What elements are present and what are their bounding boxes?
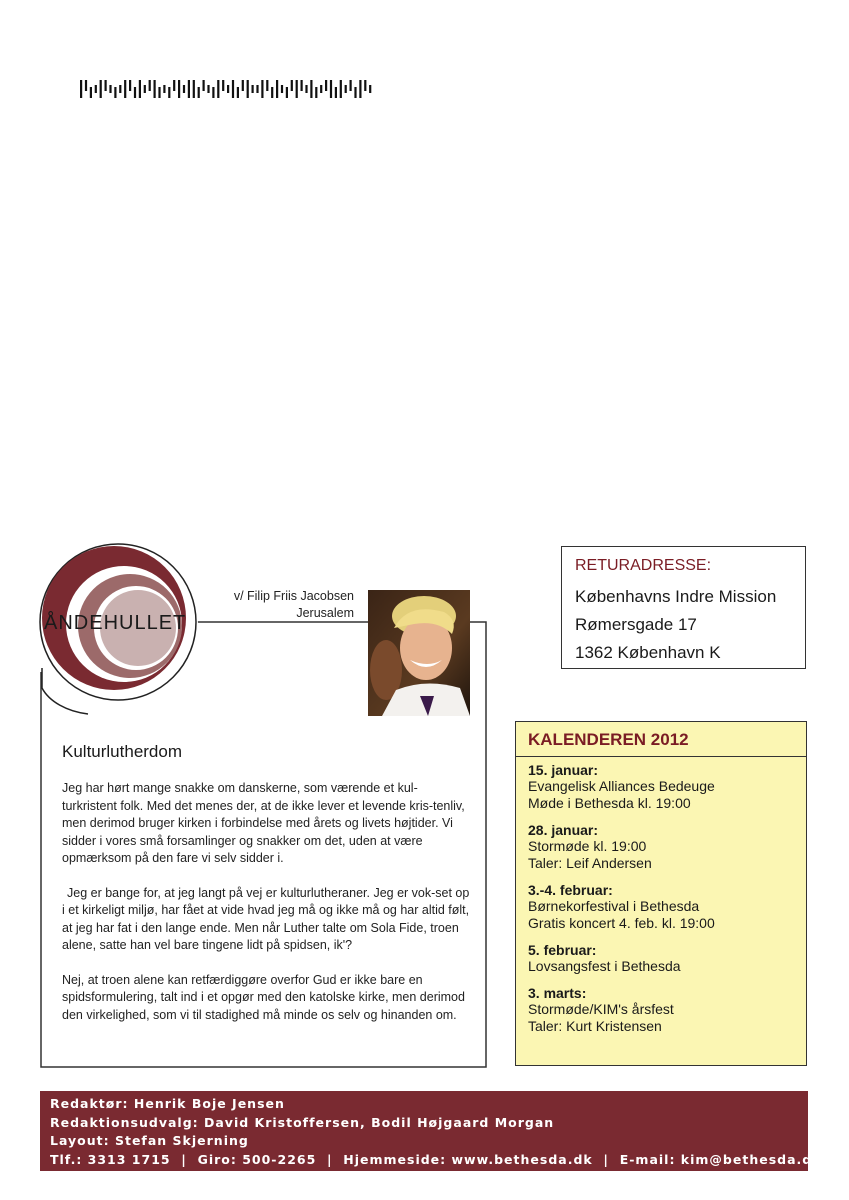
event-line: Børnekorfestival i Bethesda bbox=[528, 898, 700, 914]
event-line: Lovsangsfest i Bethesda bbox=[528, 958, 681, 974]
footer-contact: Tlf.: 3313 1715 | Giro: 500-2265 | Hjemmeside: www.bethesda.dk | E-mail: kim@bethesda.dk bbox=[50, 1151, 822, 1167]
event-line: Taler: Leif Andersen bbox=[528, 855, 652, 871]
return-address-heading: RETURADRESSE: bbox=[575, 557, 712, 574]
article-paragraph: Nej, at troen alene kan retfærdiggøre overfor Gud er ikke bare en spidsformulering, talt ind i et opgør med den katolske kirke, men derimod den virkelighed, som vi til stadighed må minde os selv og hinanden om. bbox=[62, 972, 465, 1022]
footer-editor: Redaktør: Henrik Boje Jensen bbox=[50, 1096, 285, 1111]
footer-committee: Redaktionsudvalg: David Kristoffersen, Bodil Højgaard Morgan bbox=[50, 1114, 555, 1130]
event-date: 28. januar: bbox=[528, 822, 599, 838]
calendar-title: KALENDEREN 2012 bbox=[528, 730, 689, 749]
footer-layout: Layout: Stefan Skjerning bbox=[50, 1133, 249, 1148]
event-line: Evangelisk Alliances Bedeuge bbox=[528, 778, 715, 794]
event-date: 15. januar: bbox=[528, 762, 599, 778]
calendar-header bbox=[516, 722, 806, 757]
return-address-box bbox=[561, 546, 806, 669]
byline bbox=[190, 588, 354, 622]
article bbox=[62, 742, 472, 1041]
byline-place: Jerusalem bbox=[296, 606, 354, 620]
event-date: 3.-4. februar: bbox=[528, 882, 613, 898]
event-line: Stormøde/KIM's årsfest bbox=[528, 1001, 674, 1017]
article-paragraph: Jeg har hørt mange snakke om danskerne, som værende et kul-turkristent folk. Med det menes der, at de ikke lever et levende kris-tenliv, men derimod bruger kirken i forbindelse med årets og livets højtider. Vi sidder i vores små forsamlinger og snakker om det, uden at være opmærksom på den fare vi selv sidder i. bbox=[62, 781, 465, 865]
article-paragraph: Jeg er bange for, at jeg langt på vej er kulturlutheraner. Jeg er vok-set op i et kirkeligt miljø, har fået at vide hvad jeg må og ikke må og har altid følt, at jeg har fat i den lange ende. Men når Luther talte om Sola Fide, troen alene, satte han vel bare tingene lidt på spidsen, ik'? bbox=[62, 885, 470, 952]
event-line: Gratis koncert 4. feb. kl. 19:00 bbox=[528, 915, 715, 931]
event-date: 3. marts: bbox=[528, 985, 587, 1001]
article-title: Kulturlutherdom bbox=[62, 742, 183, 761]
logo-title: ÅNDEHULLET bbox=[44, 612, 187, 634]
event-line: Taler: Kurt Kristensen bbox=[528, 1018, 662, 1034]
calendar-event bbox=[528, 985, 794, 1035]
return-address-line: 1362 København K bbox=[575, 643, 721, 662]
return-address-line: Rømersgade 17 bbox=[575, 615, 697, 634]
return-address-line: Københavns Indre Mission bbox=[575, 587, 777, 606]
calendar-event bbox=[528, 942, 794, 975]
event-line: Stormøde kl. 19:00 bbox=[528, 838, 647, 854]
author-photo bbox=[368, 590, 470, 716]
calendar-box bbox=[515, 721, 807, 1066]
footer-colophon bbox=[40, 1091, 822, 1171]
event-line: Møde i Bethesda kl. 19:00 bbox=[528, 795, 691, 811]
event-date: 5. februar: bbox=[528, 942, 597, 958]
calendar-event bbox=[528, 762, 794, 812]
calendar-event bbox=[528, 822, 794, 872]
byline-author: v/ Filip Friis Jacobsen bbox=[233, 589, 354, 603]
calendar-event bbox=[528, 882, 794, 932]
calendar-events bbox=[516, 757, 806, 1035]
